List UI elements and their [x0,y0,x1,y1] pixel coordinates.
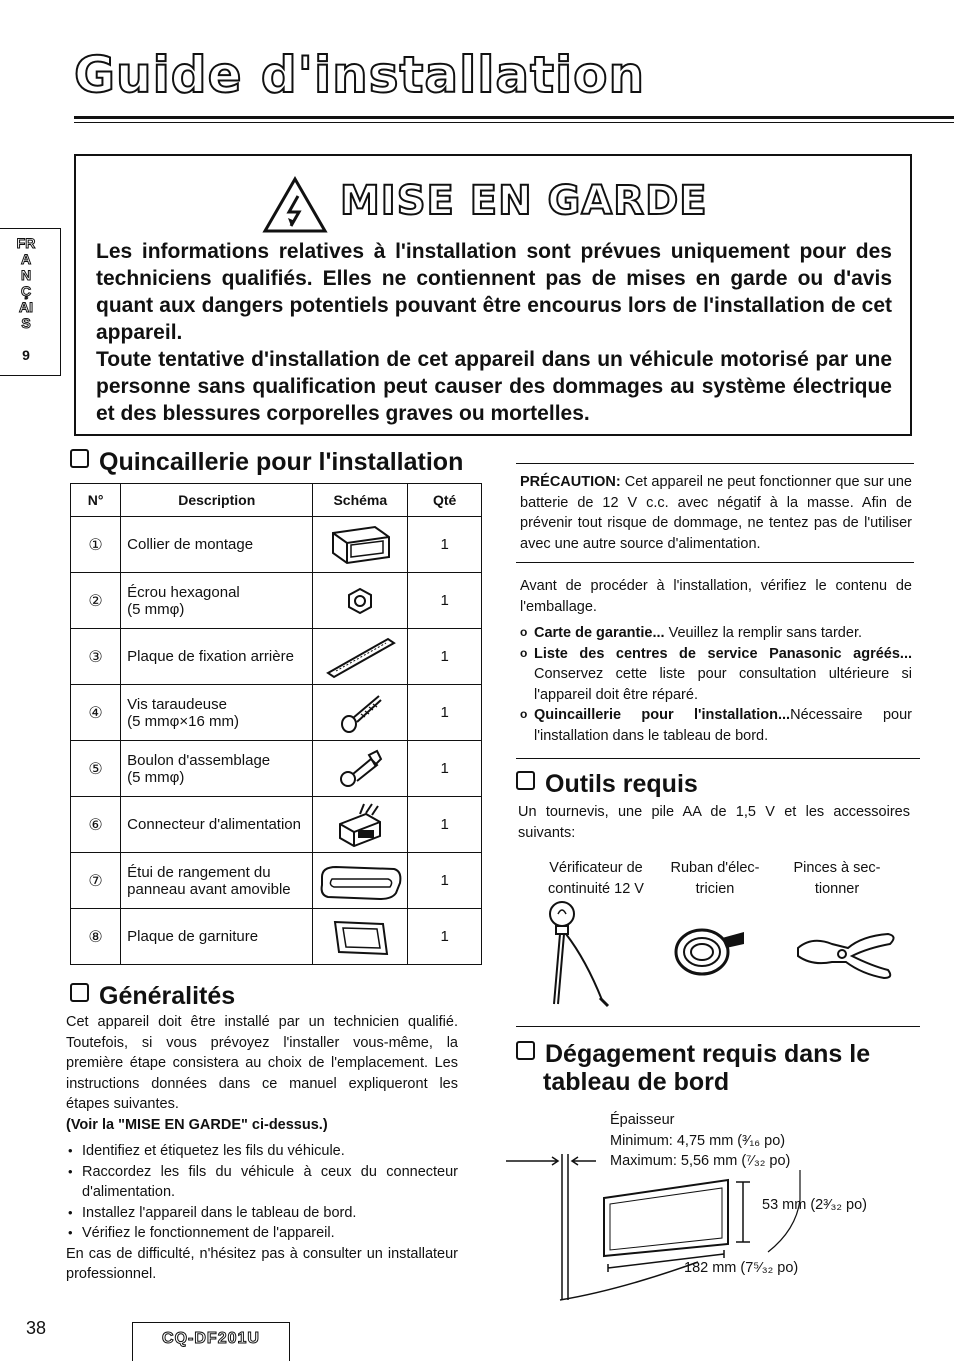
power-connector-icon [313,797,408,853]
tool-label: Vérificateur de continuité 12 V [548,860,644,897]
section-number: 9 [22,347,30,363]
hardware-table [70,483,482,965]
language-label: FRANÇAIS [16,235,36,331]
part-number: ③ [71,629,121,685]
part-description: Plaque de fixation arrière [121,629,313,685]
electrical-tape-icon [670,922,750,982]
height-dimension: 53 mm (2³⁄₃₂ po) [762,1197,868,1213]
list-item: o Liste des centres de service Panasonic agréés... Conservez cette liste pour consultation ultérieure si l'appareil doit être réparé. [520,644,912,706]
part-quantity: 1 [408,797,482,853]
continuity-tester-icon [536,900,626,1010]
table-row [71,909,482,965]
part-quantity: 1 [408,741,482,797]
section-box-icon [70,449,89,468]
table-row [71,797,482,853]
part-description: Collier de montage [121,517,313,573]
part-quantity: 1 [408,909,482,965]
general-body [66,1012,458,1285]
column-header: N° [71,484,121,517]
column-header: Qté [408,484,482,517]
divider [516,758,920,759]
part-description: Écrou hexagonal (5 mmφ) [121,573,313,629]
part-number: ① [71,517,121,573]
part-number: ⑥ [71,797,121,853]
part-quantity: 1 [408,629,482,685]
installation-steps [66,1141,458,1244]
list-item: • Vérifiez le fonctionnement de l'appareil. [66,1223,458,1244]
tools-text: Un tournevis, une pile AA de 1,5 V et les accessoires suivants: [518,804,910,841]
part-number: ⑤ [71,741,121,797]
tool-label: Pinces à sec- tionner [793,860,881,897]
mounting-collar-icon [313,517,408,573]
column-header: Description [121,484,313,517]
tool-label: Ruban d'élec- tricien [670,860,760,897]
electric-shock-warning-icon [262,176,328,234]
general-note: (Voir la "MISE EN GARDE" ci-dessus.) [66,1116,328,1133]
part-description: Vis taraudeuse (5 mmφ×16 mm) [121,685,313,741]
table-row [71,741,482,797]
width-dimension: 182 mm (7⁵⁄₃₂ po) [684,1260,799,1276]
page-title: Guide d'installation [74,46,646,104]
list-item: • Identifiez et étiquetez les fils du véhicule. [66,1141,458,1162]
general-intro: Cet appareil doit être installé par un technicien qualifié. Toutefois, si vous prévoyez l'installer vous-même, la première étape consistera au choix de l'emplacement. Les instructions données dans ce manuel expliqueront les étapes suivantes. [66,1014,458,1112]
model-name: CQ-DF201U [162,1330,260,1347]
part-description: Étui de rangement du panneau avant amovible [121,853,313,909]
list-item: o Quincaillerie pour l'installation...Nécessaire pour l'installation dans le tableau de bord. [520,705,912,746]
list-item: • Installez l'appareil dans le tableau de bord. [66,1203,458,1224]
part-description: Plaque de garniture [121,909,313,965]
general-heading: Généralités [70,982,235,1010]
warning-paragraph: Toute tentative d'installation de cet appareil dans un véhicule motorisé par une personne sans qualification peut causer des dommages au système électrique et des blessures corporelles graves ou mortelles. [96,348,892,425]
table-row [71,629,482,685]
list-item: • Raccordez les fils du véhicule à ceux du connecteur d'alimentation. [66,1162,458,1203]
contents-block [520,576,912,746]
rear-plate-icon [313,629,408,685]
clearance-heading: Dégagement requis dans le tableau de bord [516,1040,870,1096]
divider [516,1026,920,1027]
tools-heading: Outils requis [516,770,698,798]
mounting-bolt-icon [313,741,408,797]
hardware-heading: Quincaillerie pour l'installation [70,448,463,476]
divider [516,562,914,563]
part-quantity: 1 [408,517,482,573]
precaution-block: PRÉCAUTION: Cet appareil ne peut fonctionner que sur une batterie de 12 V c.c. avec négatif à la masse. Afin de prévenir tout risque de dommage, ne tentez pas de l'utiliser avec une autre source d'alimentation. [520,474,912,552]
carrying-case-icon [313,853,408,909]
trim-plate-icon [313,909,408,965]
wire-cutter-icon [792,926,902,986]
section-box-icon [516,1041,535,1060]
list-item: o Carte de garantie... Veuillez la remplir sans tarder. [520,623,912,644]
part-number: ⑧ [71,909,121,965]
table-row [71,853,482,909]
dashboard-opening-diagram [500,1150,920,1310]
table-row [71,573,482,629]
warning-title: MISE EN GARDE [340,178,708,224]
part-quantity: 1 [408,573,482,629]
section-box-icon [516,771,535,790]
part-quantity: 1 [408,685,482,741]
part-number: ⑦ [71,853,121,909]
warning-paragraph: Les informations relatives à l'installation sont prévues uniquement pour des techniciens qualifiés. Elles ne contiennent pas de mises en garde ou d'avis quant aux dangers potentiels pouvant être encourus lors de l'installation de cet appareil. [96,240,892,344]
contents-list [520,623,912,746]
page-number: 38 [26,1318,47,1338]
part-quantity: 1 [408,853,482,909]
thickness-spec: Épaisseur Minimum: 4,75 mm (³⁄₁₆ po) Maximum: 5,56 mm (⁷⁄₃₂ po) [610,1112,791,1169]
table-row [71,685,482,741]
part-number: ② [71,573,121,629]
part-number: ④ [71,685,121,741]
language-tab [0,228,61,376]
column-header: Schéma [313,484,408,517]
table-row [71,517,482,573]
contents-intro: Avant de procéder à l'installation, vérifiez le contenu de l'emballage. [520,578,912,615]
title-rule [74,116,954,119]
tapping-screw-icon [313,685,408,741]
section-box-icon [70,983,89,1002]
title-rule-thin [74,122,954,123]
part-description: Boulon d'assemblage (5 mmφ) [121,741,313,797]
divider [516,463,914,464]
part-description: Connecteur d'alimentation [121,797,313,853]
hex-nut-icon [313,573,408,629]
general-closing: En cas de difficulté, n'hésitez pas à consulter un installateur professionnel. [66,1245,458,1282]
table-header-row [71,484,482,517]
